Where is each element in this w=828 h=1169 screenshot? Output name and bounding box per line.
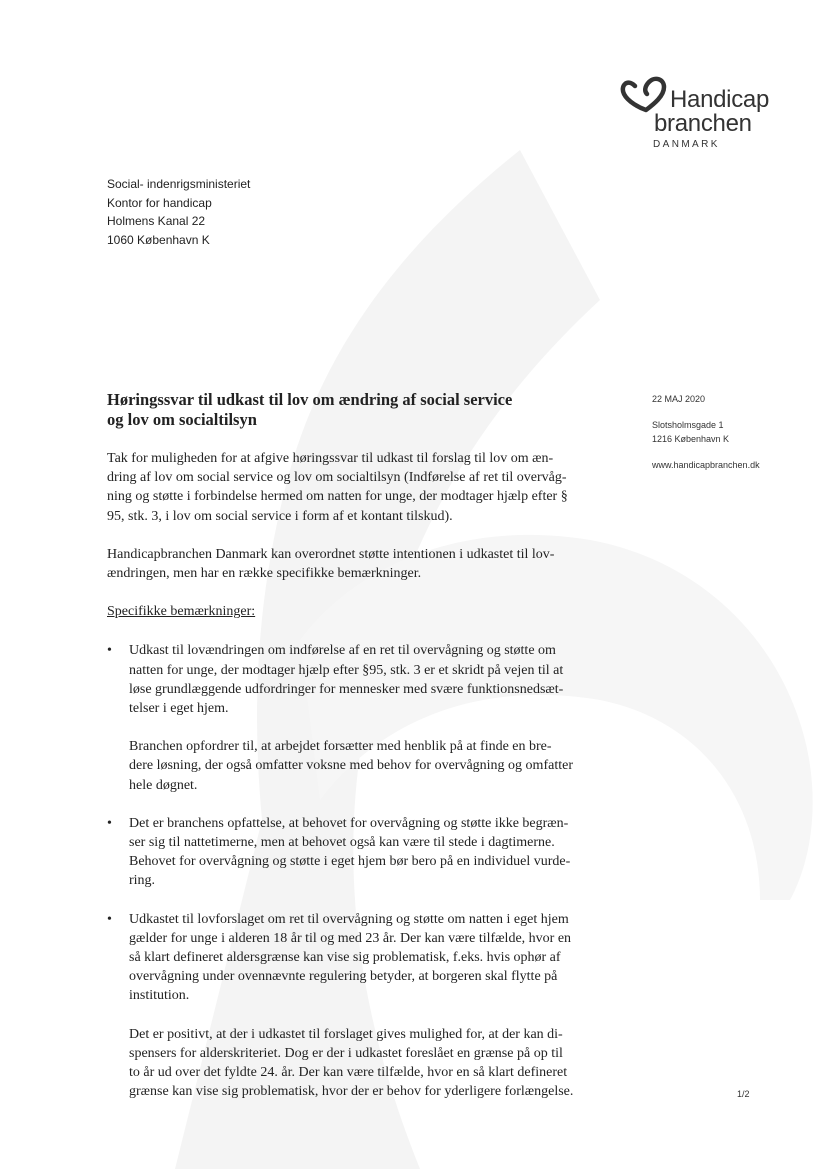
letter-body	[107, 390, 597, 1120]
bullet-subparagraph	[107, 737, 597, 795]
recipient-line: Holmens Kanal 22	[107, 214, 206, 228]
text-line: natten for unge, der modtager hjælp efter §95, stk. 3 er et skridt på vejen til at	[129, 662, 564, 678]
text-line: telser i eget hjem.	[129, 701, 229, 717]
bullet-subparagraph	[107, 1025, 597, 1102]
text-line: Handicapbranchen Danmark kan overordnet støtte intentionen i udkastet til lov-	[107, 546, 555, 562]
website-link[interactable]: www.handicapbranchen.dk	[652, 460, 760, 470]
text-line: spensers for alderskriteriet. Dog er der i udkastet foreslået en grænse på op til	[129, 1045, 563, 1061]
logo-wordmark-line1: Handicap	[670, 86, 770, 113]
bullet-icon: •	[107, 643, 112, 659]
bullet-item	[107, 910, 597, 1006]
recipient-line: Social- indenrigsministeriet	[107, 177, 251, 191]
text-line: institution.	[129, 988, 190, 1004]
text-line: Det er branchens opfattelse, at behovet for overvågning og støtte ikke begræn-	[129, 815, 569, 831]
text-line: Udkast til lovændringen om indførelse af en ret til overvågning og støtte om	[129, 643, 556, 659]
text-line: overvågning under ovennævnte regulering betyder, at borgeren skal flytte på	[129, 969, 558, 985]
text-line: dring af lov om social service og lov om socialtilsyn (Indførelse af ret til overvåg-	[107, 470, 567, 486]
text-line: hele døgnet.	[129, 777, 198, 793]
text-line: Tak for muligheden for at afgive høringssvar til udkast til forslag til lov om æn-	[107, 451, 554, 466]
letter-date: 22 MAJ 2020	[652, 394, 706, 404]
text-line: løse grundlæggende udfordringer for mennesker med svære funktionsnedsæt-	[129, 681, 564, 697]
title-line: Høringssvar til udkast til lov om ændring af social service	[107, 390, 513, 409]
text-line: ændringen, men har en række specifikke bemærkninger.	[107, 566, 422, 582]
recipient-line: Kontor for handicap	[107, 195, 212, 210]
text-line: ser sig til nattetimerne, men at behovet også kan være til stede i dagtimerne.	[129, 835, 555, 851]
logo-country: DANMARK	[653, 139, 720, 150]
page-number: 1/2	[737, 1089, 750, 1099]
text-line: Udkastet til lovforslaget om ret til overvågning og støtte om natten i eget hjem	[129, 911, 569, 927]
bullet-icon: •	[107, 815, 112, 831]
text-line: Branchen opfordrer til, at arbejdet forsætter med henblik på at finde en bre-	[129, 739, 552, 755]
sender-address-line: 1216 København K	[652, 434, 730, 444]
sender-info	[652, 392, 760, 472]
heart-icon	[620, 74, 668, 114]
text-line: så klart defineret aldersgrænse kan vise sig problematisk, f.eks. hvis ophør af	[129, 950, 561, 966]
logo-wordmark-line2: branchen	[654, 110, 752, 137]
support-paragraph	[107, 545, 597, 583]
text-line: gælder for unge i alderen 18 år til og med 23 år. Der kan være tilfælde, hvor en	[129, 930, 572, 946]
bullet-item	[107, 814, 597, 891]
text-line: ning og støtte i forbindelse hermed om natten for unge, der modtager hjælp efter §	[107, 489, 568, 505]
text-line: Behovet for overvågning og støtte i eget hjem bør bero på en individuel vurde-	[129, 854, 571, 870]
sender-address-line: Slotsholmsgade 1	[652, 420, 724, 430]
section-heading: Specifikke bemærkninger:	[107, 604, 256, 620]
text-line: grænse kan vise sig problematisk, hvor der er behov for yderligere forlængelse.	[129, 1084, 574, 1100]
sender-address	[652, 418, 760, 446]
letter-title	[107, 390, 597, 429]
intro-paragraph	[107, 449, 597, 526]
text-line: to år ud over det fyldte 24. år. Der kan være tilfælde, hvor en så klart defineret	[129, 1065, 568, 1081]
text-line: ring.	[129, 873, 156, 889]
recipient-address	[107, 175, 250, 249]
title-line: og lov om socialtilsyn	[107, 409, 257, 429]
recipient-line: 1060 København K	[107, 232, 210, 247]
bullet-icon: •	[107, 911, 112, 927]
bullet-item	[107, 641, 597, 718]
text-line: dere løsning, der også omfatter voksne med behov for overvågning og omfatter	[129, 758, 573, 774]
text-line: 95, stk. 3, i lov om social service i form af et kontant tilskud).	[107, 508, 453, 524]
company-logo	[620, 70, 790, 160]
text-line: Det er positivt, at der i udkastet til forslaget gives mulighed for, at der kan di-	[129, 1026, 563, 1042]
